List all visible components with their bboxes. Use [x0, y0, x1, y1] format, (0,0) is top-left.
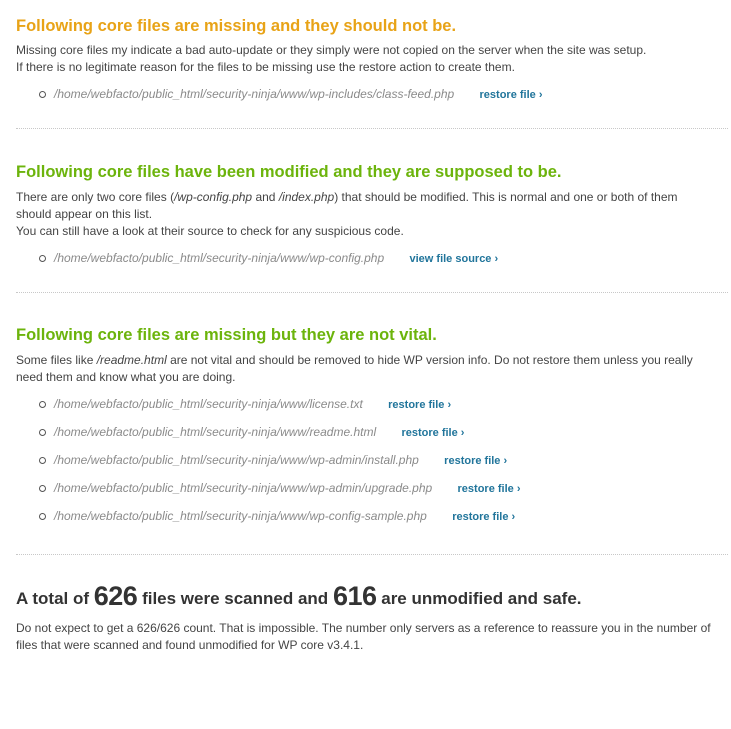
nonvital-files-section: [16, 293, 728, 536]
desc-file-index: /index.php: [278, 190, 335, 204]
bullet-icon: [39, 91, 46, 98]
list-item: [39, 424, 728, 452]
nonvital-files-title: Following core files are missing but they are not vital.: [16, 326, 437, 344]
modified-files-list: [16, 250, 728, 278]
restore-file-button[interactable]: restore file ›: [388, 399, 452, 411]
list-item: [39, 480, 728, 508]
file-path: /home/webfacto/public_html/security-ninja/www/readme.html: [54, 425, 377, 439]
list-item: [39, 396, 728, 424]
desc-text: Some files like: [16, 353, 97, 367]
scan-summary-section: [16, 555, 728, 654]
missing-files-list: [16, 86, 728, 114]
modified-files-section: [16, 129, 728, 278]
bullet-icon: [39, 457, 46, 464]
scan-summary-note: Do not expect to get a 626/626 count. That is impossible. The number only servers as a reference to reassure you in the number of files that were scanned and found unmodified for WP core v3.4.1.: [16, 621, 711, 652]
missing-files-title: Following core files are missing and they should not be.: [16, 17, 457, 35]
total-files-count: 626: [93, 581, 138, 611]
summary-suffix: are unmodified and safe.: [381, 589, 582, 608]
modified-files-description: [16, 189, 716, 240]
desc-file-wp-config: /wp-config.php: [174, 190, 253, 204]
bullet-icon: [39, 255, 46, 262]
desc-text: There are only two core files (: [16, 190, 175, 204]
restore-file-button[interactable]: restore file ›: [452, 511, 516, 523]
desc-text: and: [252, 190, 279, 204]
file-path: /home/webfacto/public_html/security-ninja/www/wp-includes/class-feed.php: [54, 87, 455, 101]
restore-file-button[interactable]: restore file ›: [401, 427, 465, 439]
modified-files-title: Following core files have been modified and they are supposed to be.: [16, 163, 562, 181]
summary-middle: files were scanned and: [142, 589, 329, 608]
list-item: [39, 452, 728, 480]
restore-file-button[interactable]: restore file ›: [479, 89, 543, 101]
desc-file-readme: /readme.html: [96, 353, 167, 367]
file-path: /home/webfacto/public_html/security-ninja/www/wp-admin/upgrade.php: [54, 481, 433, 495]
bullet-icon: [39, 485, 46, 492]
restore-file-button[interactable]: restore file ›: [444, 455, 508, 467]
file-path: /home/webfacto/public_html/security-ninja/www/wp-admin/install.php: [54, 453, 419, 467]
file-path: /home/webfacto/public_html/security-ninja/www/wp-config-sample.php: [54, 509, 427, 523]
view-file-source-button[interactable]: view file source ›: [409, 253, 499, 265]
scan-summary-title: [16, 581, 728, 614]
list-item: [39, 508, 728, 536]
desc-text: ) that should be modified. This is normal and one or both of them should appear on this list.: [16, 190, 678, 221]
file-path: /home/webfacto/public_html/security-ninja/www/license.txt: [54, 397, 363, 411]
bullet-icon: [39, 513, 46, 520]
nonvital-files-description: [16, 352, 716, 386]
missing-files-desc-line2: If there is no legitimate reason for the files to be missing use the restore action to create them.: [16, 60, 515, 74]
summary-prefix: A total of: [16, 589, 90, 608]
bullet-icon: [39, 429, 46, 436]
file-path: /home/webfacto/public_html/security-ninja/www/wp-config.php: [54, 251, 385, 265]
restore-file-button[interactable]: restore file ›: [457, 483, 521, 495]
missing-files-description: [16, 42, 728, 76]
list-item: [39, 86, 728, 114]
list-item: [39, 250, 728, 278]
modified-files-desc-line2: You can still have a look at their source to check for any suspicious code.: [16, 224, 404, 238]
missing-files-section: [16, 0, 728, 114]
unmodified-files-count: 616: [332, 581, 377, 611]
nonvital-files-list: [16, 396, 728, 536]
missing-files-desc-line1: Missing core files my indicate a bad auto-update or they simply were not copied on the server when the site was setup.: [16, 43, 647, 57]
bullet-icon: [39, 401, 46, 408]
desc-text: are not vital and should be removed to hide WP version info. Do not restore them unless you really need them and know what you are doing.: [16, 353, 693, 384]
